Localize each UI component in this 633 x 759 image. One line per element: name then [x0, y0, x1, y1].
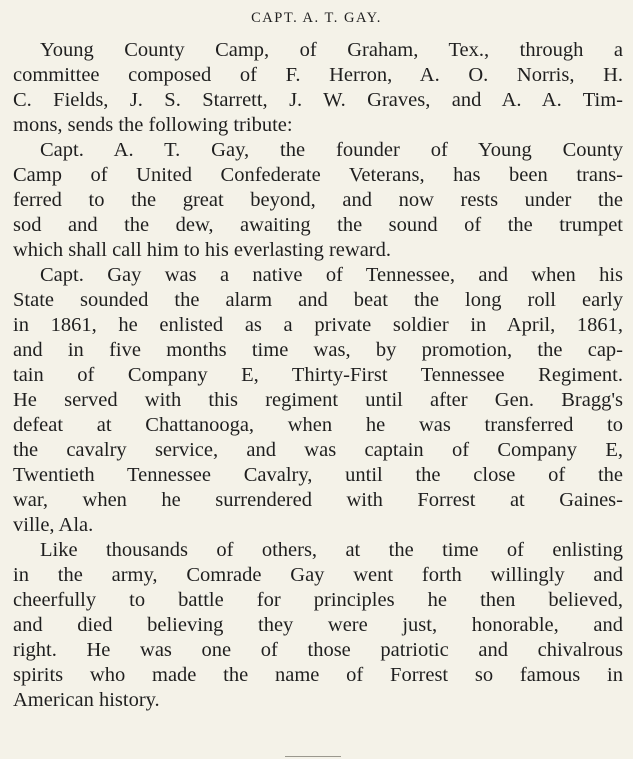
text-line: and died believing they were just, honorable, and — [13, 614, 623, 636]
text-line: right. He was one of those patriotic and chivalrous — [13, 639, 623, 661]
paragraph-founder — [13, 138, 623, 263]
paragraph-service — [13, 263, 623, 538]
text-line: C. Fields, J. S. Starrett, J. W. Graves, and A. A. Tim- — [13, 89, 623, 111]
text-line: Capt. A. T. Gay, the founder of Young County — [40, 139, 623, 161]
text-line: tain of Company E, Thirty-First Tennessee Regiment. — [13, 364, 623, 386]
text-line: in the army, Comrade Gay went forth willingly and — [13, 564, 623, 586]
text-line: committee composed of F. Herron, A. O. Norris, H. — [13, 64, 623, 86]
text-line: war, when he surrendered with Forrest at Gaines- — [13, 489, 623, 511]
text-line: He served with this regiment until after Gen. Bragg's — [13, 389, 623, 411]
text-line: ville, Ala. — [13, 514, 94, 536]
text-line: American history. — [13, 689, 160, 711]
text-line: spirits who made the name of Forrest so famous in — [13, 664, 623, 686]
text-line: ferred to the great beyond, and now rests under the — [13, 189, 623, 211]
text-line: in 1861, he enlisted as a private soldier in April, 1861, — [13, 314, 623, 336]
section-divider — [285, 756, 341, 757]
text-line: cheerfully to battle for principles he then believed, — [13, 589, 623, 611]
text-line: Like thousands of others, at the time of enlisting — [40, 539, 623, 561]
text-line: sod and the dew, awaiting the sound of the trumpet — [13, 214, 623, 236]
text-line: Camp of United Confederate Veterans, has been trans- — [13, 164, 623, 186]
article-body — [13, 38, 623, 713]
paragraph-tribute — [13, 538, 623, 713]
text-line: and in five months time was, by promotion, the cap- — [13, 339, 623, 361]
text-line: defeat at Chattanooga, when he was transferred to — [13, 414, 623, 436]
text-line: Capt. Gay was a native of Tennessee, and when his — [40, 264, 623, 286]
text-line: which shall call him to his everlasting reward. — [13, 239, 392, 261]
text-line: Twentieth Tennessee Cavalry, until the close of the — [13, 464, 623, 486]
article-title: CAPT. A. T. GAY. — [251, 10, 382, 26]
text-line: Young County Camp, of Graham, Tex., through a — [40, 39, 623, 61]
text-line: State sounded the alarm and beat the long roll early — [13, 289, 623, 311]
text-line: mons, sends the following tribute: — [13, 114, 293, 136]
text-line: the cavalry service, and was captain of Company E, — [13, 439, 623, 461]
paragraph-intro — [13, 38, 623, 138]
